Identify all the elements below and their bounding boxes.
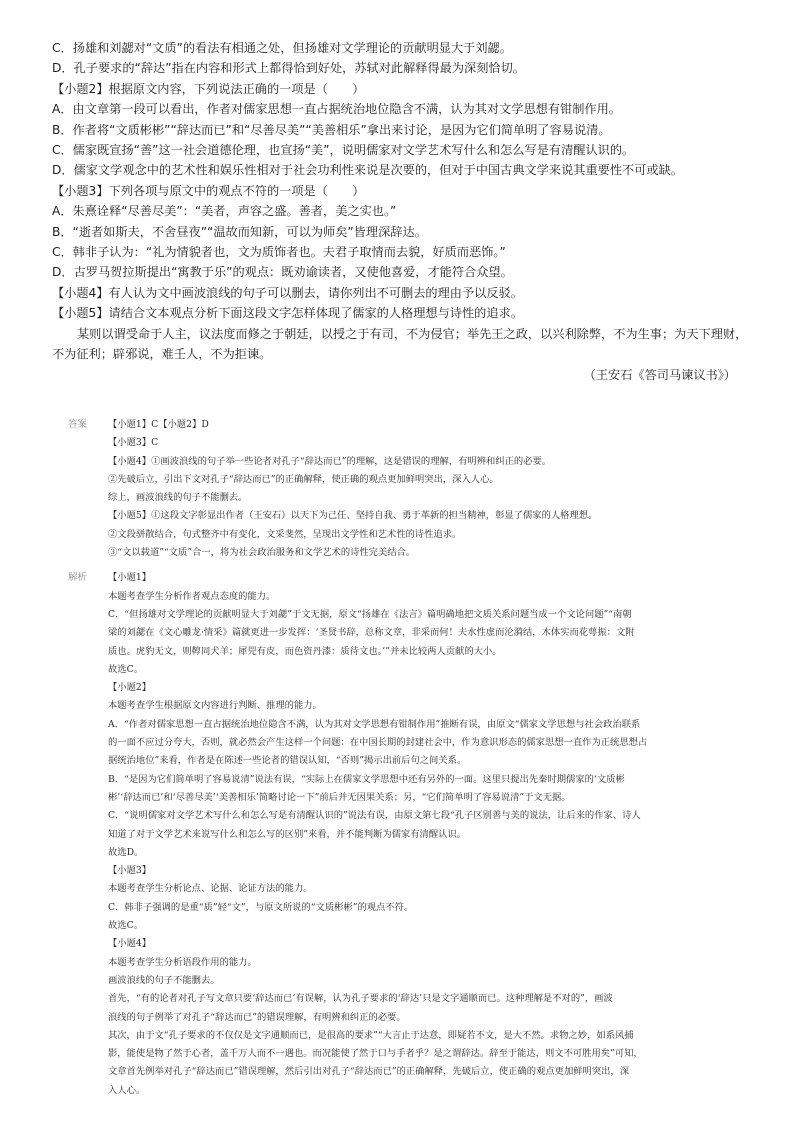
analysis-line: 【小题2】 [108,682,152,694]
analysis-line: 影，能使是物了然于心者，盖千万人而不一遇也。而况能使了然于口与手者乎？是之谓辞达。辞至于能达，则文不可胜用矣”可知， [108,1048,643,1060]
analysis-line: 的一面不应过分夸大，否则，就必然会产生这样一个问题：在中国长期的封建社会中，作为意识形态的儒家思想一直作为正统思想占 [108,737,648,749]
answer-lines [108,416,758,562]
analysis-tag: 解析 [68,572,88,584]
analysis-line: 首先，“有的论者对孔子写文章只要‘辞达而已’有误解，认为孔子要求的‘辞达’只是文字通顺而已。这种理解是不对的”，画波 [108,993,613,1005]
analysis-line: 本题考查学生分析论点、论据、论证方法的能力。 [108,883,313,895]
analysis-line: 其次，由于文“孔子要求的不仅仅是文字通顺而已，是很高的要求”“大言止于达意，即疑若不文，是大不然。求物之妙，如系风捕 [108,1029,634,1041]
question-line: B．作者将“文质彬彬”“辞达而已”和“尽善尽美”“美善相乐”拿出来讨论，是因为它们简单明了容易说清。 [52,122,611,137]
analysis-line: 故选D。 [108,846,144,858]
question-line: 【小题4】有人认为文中画波浪线的句子可以删去，请你列出不可删去的理由予以反驳。 [52,285,523,300]
answer-line: 综上，画波浪线的句子不能删去。 [108,492,248,504]
answer-line: ②文段骈散结合，句式整齐中有变化，文采斐然，呈现出文学性和艺术性的诗性追求。 [108,528,462,540]
analysis-line: 本题考查学生分析语段作用的能力。 [108,956,257,968]
analysis-line: 画波浪线的句子不能删去。 [108,974,220,986]
answer-analysis-area [68,416,758,1100]
question-line: B．“逝者如斯夫，不舍昼夜”“温故而知新，可以为师矣”皆理深辞达。 [52,224,427,239]
answer-line: ③“文以载道”“文质”合一，将为社会政治服务和文学艺术的诗性完美结合。 [108,547,416,559]
source-citation: （王安石《答司马谏议书》） [583,367,736,382]
analysis-line: 据统治地位”来看，作者是在陈述一些论者的错误认知，“否则”揭示出前后句之间关系。 [108,755,467,767]
question-line: C．韩非子认为：“礼为情貌者也，文为质饰者也。夫君子取情而去貌，好质而恶饰。” [52,245,506,260]
analysis-line: 文章首先例举对孔子“辞达而已”错误理解，然后引出对孔子“辞达而已”的正确解释，先破后立，使正确的观点更加鲜明突出，深 [108,1066,630,1078]
answer-line: 【小题4】①画波浪线的句子举一些论者对孔子“辞达而已”的理解，这是错误的理解，有明辨和纠正的必要。 [108,455,552,467]
analysis-line: 【小题1】 [108,572,152,584]
question-line: 某则以谓受命于人主，议法度而修之于朝廷，以授之于有司，不为侵官；举先王之政，以兴利除弊，不为生事；为天下理财， [77,326,748,341]
analysis-line: B．“是因为它们简单明了容易说清”说法有误，“实际上在儒家文学思想中还有另外的一面。这里只提出先秦时期儒家的‘文质彬 [108,773,625,785]
analysis-line: 【小题3】 [108,865,152,877]
question-line: D．古罗马贺拉斯提出“寓教于乐”的观点：既劝谕读者，又使他喜爱，才能符合众望。 [52,265,513,280]
answer-section [68,416,758,562]
analysis-section [68,569,758,1100]
answer-line: 【小题5】①这段文字彰显出作者（王安石）以天下为己任、坚持自我、勇于革新的担当精神，彰显了儒家的人格理想。 [108,510,598,522]
question-line: 【小题3】下列各项与原文中的观点不符的一项是（ ） [52,183,365,198]
question-line: C．儒家既宣扬“善”这一社会道德伦理，也宣扬“美”，说明儒家对文学艺术写什么和怎么写是有清醒认识的。 [52,143,635,158]
question-line: 【小题5】请结合文本观点分析下面这段文字怎样体现了儒家的人格理想与诗性的追求。 [52,306,523,321]
analysis-line: 故选C。 [108,920,144,932]
analysis-line: C．韩非子强调的是重“质”轻“文”，与原文所说的“文质彬彬”的观点不符。 [108,901,414,913]
answer-tag: 答案 [68,419,88,430]
question-line: A．由文章第一段可以看出，作者对儒家思想一直占据统治地位隐含不满，认为其对文学思想有钳制作用。 [52,102,621,117]
question-line: 不为征利；辟邪说，难壬人，不为拒谏。 [52,347,272,362]
analysis-line: 入人心。 [108,1084,146,1096]
analysis-line: C．“说明儒家对文学艺术写什么和怎么写是有清醒认识的”说法有误，由原文第七段“孔子区别善与美的说法，让后来的作家、诗人 [108,810,641,822]
analysis-line: 梁的刘勰在《文心雕龙·情采》篇就更进一步发挥：‘圣贤书辞，总称文章，非采而何！夫水性虚而沦漪结，木体实而花萼振：文附 [108,627,635,639]
analysis-line: C．“但扬雄对文学理论的贡献明显大于刘勰”于文无据，原文“扬雄在《法言》篇明确地把文质关系问题当成一个文论问题”“南朝 [108,608,632,620]
analysis-line: 本题考查学生分析作者观点态度的能力。 [108,590,276,602]
analysis-line: 故选C。 [108,663,144,675]
question-line: C．扬雄和刘勰对“文质”的看法有相通之处，但扬雄对文学理论的贡献明显大于刘勰。 [52,41,512,55]
analysis-line: 质也。虎豹无文，则鞟同犬羊；犀兕有皮，而色资丹漆：质待文也。’”并未比较两人贡献的大小。 [108,645,502,657]
analysis-line: 本题考查学生根据原文内容进行判断、推理的能力。 [108,700,322,712]
analysis-lines [108,569,758,1100]
answer-line: ②先破后立，引出下文对孔子“辞达而已”的正确解释，使正确的观点更加鲜明突出，深入人心。 [108,473,499,485]
analysis-line: A．“作者对儒家思想一直占据统治地位隐含不满，认为其对文学思想有钳制作用”推断有误，由原文“儒家文学思想与社会政治联系 [108,718,641,730]
answer-line: 【小题3】C [108,437,159,449]
analysis-line: 浪线的句子例举了对孔子“辞达而已”的错误理解，有明辨和纠正的必要。 [108,1011,406,1023]
question-line: D．儒家文学观念中的艺术性和娱乐性相对于社会功利性来说是次要的，但对于中国古典文学来说其重要性不可或缺。 [52,163,683,178]
question-line: D．孔子要求的“辞达”指在内容和形式上都得恰到好处，苏轼对此解释得最为深刻恰切。 [52,61,525,76]
analysis-line: 知道了对于文学艺术来说写什么和怎么写的区别”来看，并不能判断为儒家有清醒认识。 [108,828,467,840]
answer-line: 【小题1】C【小题2】D [108,419,209,430]
question-block [52,38,748,385]
analysis-line: 【小题4】 [108,938,152,950]
analysis-line: 彬’‘辞达而已’和‘尽善尽美’‘美善相乐’简略讨论一下”前后并无因果关系；另，“它们简单明了容易说清”于文无据。 [108,791,571,803]
question-line: A．朱熹诠释“尽善尽美”：“美者，声容之盛。善者，美之实也。” [52,204,397,219]
question-line: 【小题2】根据原文内容，下列说法正确的一项是（ ） [52,81,365,96]
